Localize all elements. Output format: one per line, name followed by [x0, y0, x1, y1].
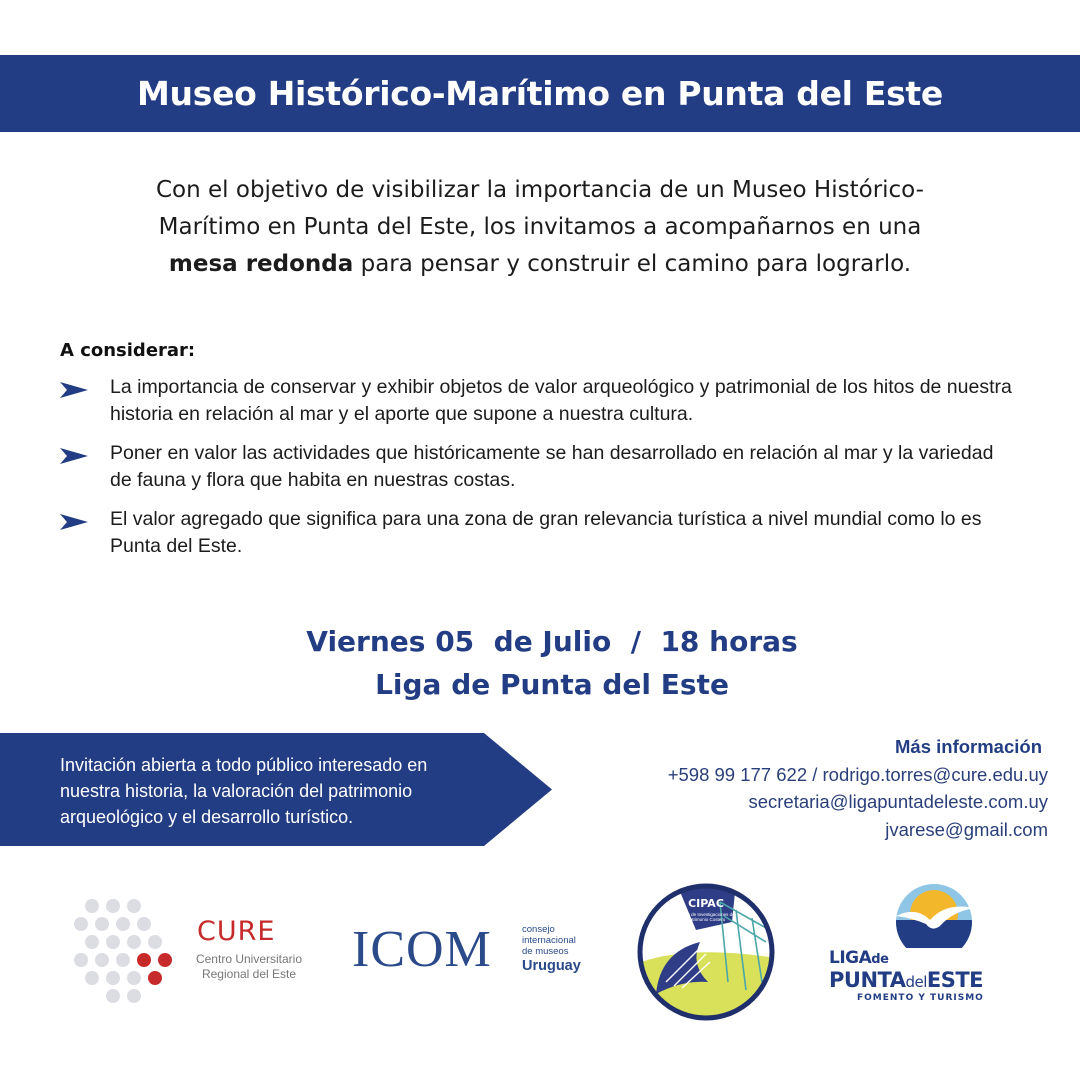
list-item: [60, 440, 1020, 493]
arrow-bullet-icon: [60, 374, 110, 406]
contact-email-jvarese[interactable]: jvarese@gmail.com: [885, 818, 1048, 840]
contact-info: [668, 733, 1048, 843]
consider-heading: A considerar:: [60, 340, 196, 361]
cipac-logo: [636, 882, 776, 1022]
cure-dots-icon: [70, 898, 182, 1008]
intro-line-3: [50, 246, 1030, 283]
liga-logo: [826, 882, 986, 1007]
arrow-bullet-icon: [60, 506, 110, 538]
consider-list: [60, 374, 1020, 572]
intro-line-1: Con el objetivo de visibilizar la importancia de un Museo Histórico-: [156, 177, 924, 203]
liga-word-este: ESTE: [926, 968, 984, 992]
contact-title: Más información: [895, 736, 1042, 757]
cure-logo-name: CURE: [197, 916, 276, 947]
cipac-logo-name: CIPAC: [688, 897, 724, 910]
intro-highlight: mesa redonda: [168, 251, 354, 277]
contact-email-liga[interactable]: secretaria@ligapuntadeleste.com.uy: [748, 791, 1048, 812]
arrow-bullet-icon: [60, 440, 110, 472]
icom-logo-subtitle: consejo internacional de museos: [522, 924, 576, 957]
intro-paragraph: [50, 172, 1030, 283]
event-details: [0, 620, 1080, 706]
contact-phone-email[interactable]: +598 99 177 622 / rodrigo.torres@cure.edu.uy: [667, 763, 1048, 785]
liga-word-liga: LIGA: [829, 948, 872, 968]
liga-word-del: del: [905, 973, 927, 991]
list-item-text: El valor agregado que significa para una zona de gran relevancia turística a nivel mundial como lo es Punta del Este.: [110, 508, 982, 557]
cure-logo: [70, 898, 310, 1008]
liga-seagull-sun-icon: [890, 882, 980, 948]
title-banner: [0, 55, 1080, 132]
icom-logo: [352, 918, 592, 988]
liga-word-de: de: [871, 952, 889, 967]
event-datetime: Viernes 05 de Julio / 18 horas: [306, 625, 798, 658]
cure-logo-subtitle: Centro Universitario Regional del Este: [195, 952, 303, 981]
list-item: [60, 374, 1020, 427]
list-item-text: Poner en valor las actividades que históricamente se han desarrollado en relación al mar y la variedad de fauna y flora que habita en nuestras costas.: [110, 442, 994, 491]
page-title: Museo Histórico-Marítimo en Punta del Este: [137, 74, 943, 113]
event-place: Liga de Punta del Este: [375, 668, 729, 701]
liga-logo-tagline: FOMENTO Y TURISMO: [857, 993, 984, 1003]
icom-logo-country: Uruguay: [522, 958, 581, 974]
liga-word-punta: PUNTA: [829, 968, 906, 992]
list-item-text: La importancia de conservar y exhibir objetos de valor arqueológico y patrimonial de los hitos de nuestra historia en relación al mar y el aporte que supone a nuestra cultura.: [110, 376, 1012, 425]
invitation-banner: [0, 733, 552, 846]
list-item: [60, 506, 1020, 559]
icom-logo-mark: ICOM: [352, 921, 492, 978]
invitation-text: Invitación abierta a todo público interesado en nuestra historia, la valoración del patrimonio arqueológico y el desarrollo turístico.: [60, 755, 428, 827]
liga-logo-line-1: [829, 948, 888, 968]
cipac-logo-subtitle: Centro de Investigaciones del Patrimonio Costero: [676, 912, 736, 922]
intro-line-2: Marítimo en Punta del Este, los invitamos a acompañarnos en una: [158, 214, 922, 240]
intro-line-3-rest: para pensar y construir el camino para lograrlo.: [353, 251, 912, 277]
liga-logo-line-2: [829, 968, 983, 992]
